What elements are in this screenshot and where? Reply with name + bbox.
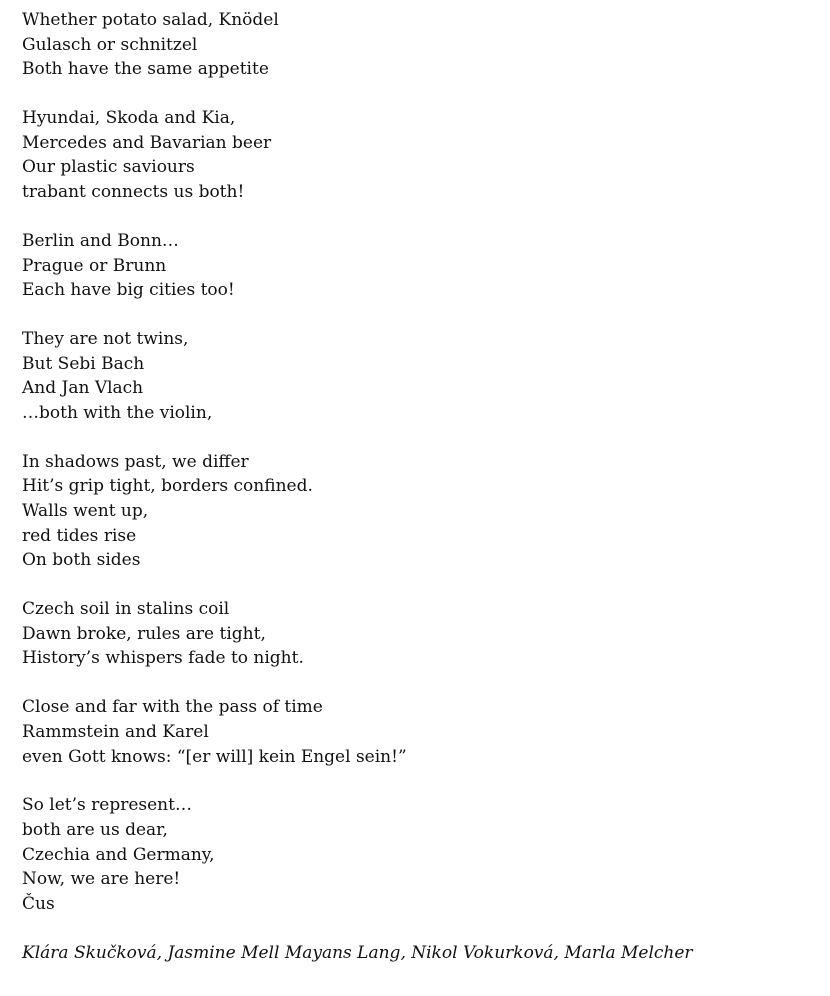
poem-line: Prague or Brunn — [22, 255, 167, 276]
stanza-7 — [22, 695, 812, 769]
poem-line: even Gott knows: “[er will] kein Engel sein!” — [22, 746, 407, 767]
poem-line: Now, we are here! — [22, 869, 181, 890]
poem-line: Hit’s grip tight, borders confined. — [22, 476, 313, 497]
stanza-8 — [22, 793, 812, 916]
poem-line: Czech soil in stalins coil — [22, 599, 230, 620]
poem-line: Our plastic saviours — [22, 157, 195, 178]
poem-line: Berlin and Bonn… — [22, 230, 179, 251]
poem-line: Czechia and Germany, — [22, 844, 215, 865]
poem-line: …both with the violin, — [22, 402, 213, 423]
poem-line: Dawn broke, rules are tight, — [22, 623, 266, 644]
stanza-3 — [22, 229, 812, 303]
poem-line: In shadows past, we differ — [22, 451, 249, 472]
stanza-1 — [22, 8, 812, 82]
poem-line: On both sides — [22, 550, 141, 571]
poem — [22, 8, 812, 965]
poem-line: But Sebi Bach — [22, 353, 145, 374]
poem-line: Rammstein and Karel — [22, 721, 209, 742]
poem-line: Close and far with the pass of time — [22, 697, 323, 718]
poem-line: Walls went up, — [22, 501, 149, 521]
poem-line: And Jan Vlach — [22, 378, 144, 399]
poem-line: So let’s represent… — [22, 795, 192, 816]
poem-line: Each have big cities too! — [22, 280, 235, 301]
stanza-2 — [22, 106, 812, 205]
poem-line: History’s whispers fade to night. — [22, 648, 304, 669]
poem-line: They are not twins, — [22, 328, 189, 349]
poem-line: Both have the same appetite — [22, 59, 269, 80]
poem-line: both are us dear, — [22, 819, 168, 840]
poem-line: Mercedes and Bavarian beer — [22, 132, 272, 153]
stanza-6 — [22, 597, 812, 671]
stanza-4 — [22, 327, 812, 426]
poem-line: red tides rise — [22, 525, 137, 546]
poem-line: Hyundai, Skoda and Kia, — [22, 108, 236, 129]
poem-authors: Klára Skučková, Jasmine Mell Mayans Lang, Nikol Vokurková, Marla Melcher — [22, 942, 693, 963]
poem-line: Whether potato salad, Knödel — [22, 10, 279, 30]
poem-line: Gulasch or schnitzel — [22, 34, 198, 55]
stanza-5 — [22, 450, 812, 573]
poem-line: trabant connects us both! — [22, 182, 245, 203]
poem-line: Čus — [22, 893, 55, 914]
